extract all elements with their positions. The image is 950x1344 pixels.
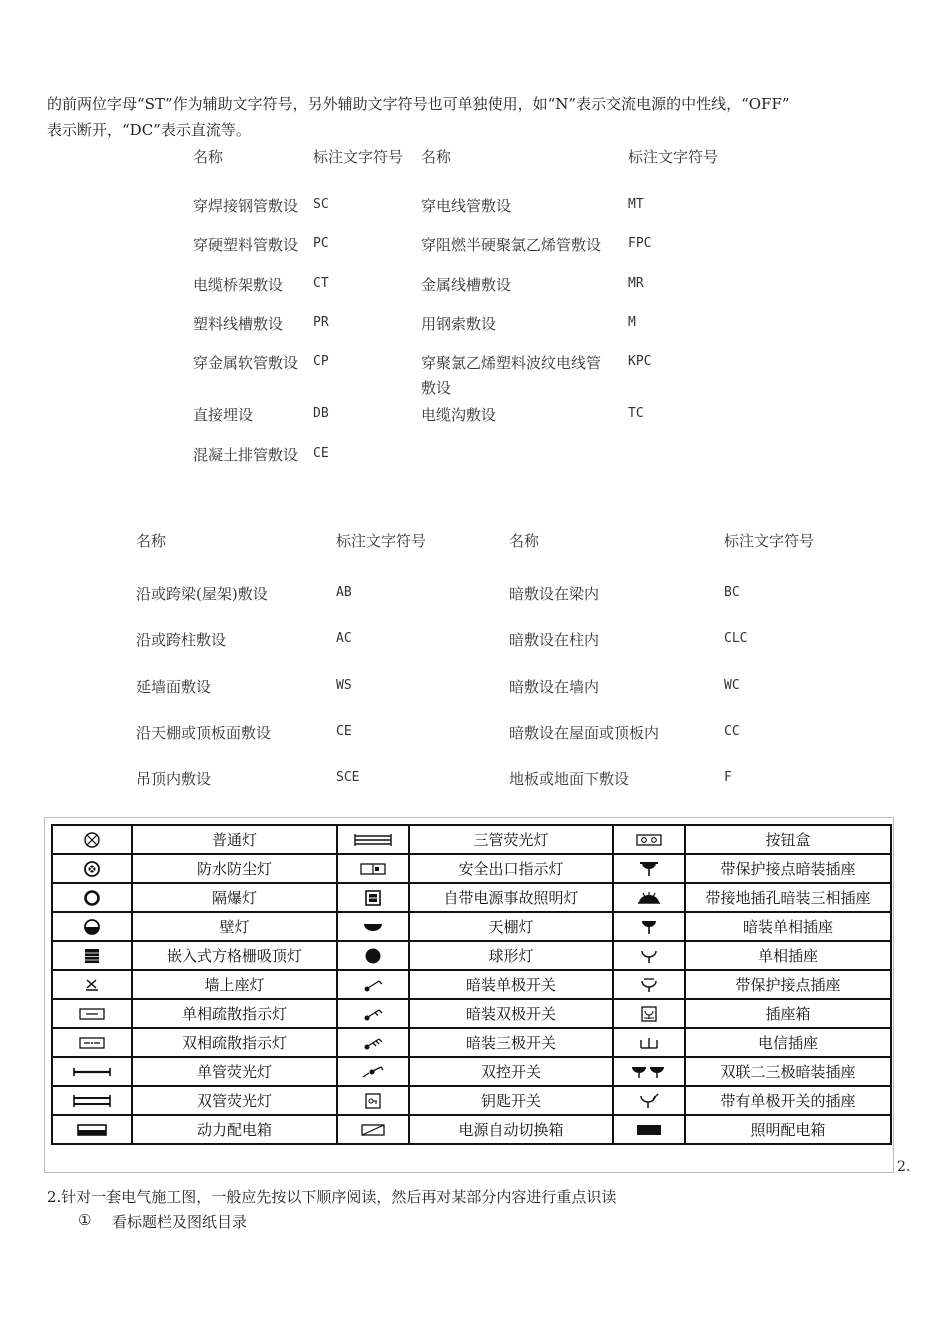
table-row — [52, 1057, 891, 1086]
table-cell: PR — [313, 315, 329, 330]
circle-dot-x-icon — [52, 854, 132, 883]
symbol-label: 暗装双极开关 — [409, 999, 613, 1028]
symbol-label: 单相插座 — [685, 941, 891, 970]
table-row — [52, 912, 891, 941]
table-header-cell: 标注文字符号 — [628, 148, 719, 166]
symbol-label: 嵌入式方格栅吸顶灯 — [132, 941, 337, 970]
table-cell: 穿硬塑料管敷设 — [193, 236, 299, 254]
list-item-text: 看标题栏及图纸目录 — [112, 1213, 248, 1231]
symbol-label: 单管荧光灯 — [132, 1057, 337, 1086]
symbol-label: 安全出口指示灯 — [409, 854, 613, 883]
symbol-label: 带保护接点插座 — [685, 970, 891, 999]
double-tube-icon — [52, 1086, 132, 1115]
table-cell: 金属线槽敷设 — [421, 276, 512, 294]
symbol-label: 暗装单相插座 — [685, 912, 891, 941]
table-header-cell: 名称 — [421, 148, 452, 166]
table-cell: MT — [628, 197, 644, 212]
key-switch-icon — [337, 1086, 409, 1115]
table-cell: FPC — [628, 236, 652, 251]
table-cell: MR — [628, 276, 644, 291]
table-cell: 用钢索敷设 — [421, 315, 497, 333]
symbol-label: 天棚灯 — [409, 912, 613, 941]
table-row — [52, 970, 891, 999]
symbol-label: 带保护接点暗装插座 — [685, 854, 891, 883]
table-cell: CC — [724, 724, 740, 739]
symbol-label: 壁灯 — [132, 912, 337, 941]
table-header-cell: 名称 — [509, 532, 540, 550]
table-cell: 电缆沟敷设 — [421, 406, 497, 424]
table-cell: AC — [336, 631, 352, 646]
switch-single-icon — [337, 970, 409, 999]
socket-single-concealed-icon — [613, 912, 685, 941]
symbol-label: 带接地插孔暗装三相插座 — [685, 883, 891, 912]
table-cell: 地板或地面下敷设 — [509, 770, 630, 788]
symbol-label: 动力配电箱 — [132, 1115, 337, 1144]
table-cell: TC — [628, 406, 644, 421]
table-cell: 电缆桥架敷设 — [193, 276, 284, 294]
symbol-label: 按钮盒 — [685, 825, 891, 854]
ats-box-icon — [337, 1115, 409, 1144]
table-cell: 沿或跨柱敷设 — [136, 631, 227, 649]
table-cell: KPC — [628, 354, 652, 369]
table-cell: 穿聚氯乙烯塑料波纹电线管 — [421, 354, 602, 372]
symbol-label: 防水防尘灯 — [132, 854, 337, 883]
table-cell: CE — [313, 446, 329, 461]
table-header-cell: 标注文字符号 — [724, 532, 815, 550]
symbol-label: 隔爆灯 — [132, 883, 337, 912]
symbol-label: 电源自动切换箱 — [409, 1115, 613, 1144]
symbol-label: 双管荧光灯 — [132, 1086, 337, 1115]
table-header-cell: 标注文字符号 — [313, 148, 404, 166]
socket-ground-concealed-icon — [613, 854, 685, 883]
bold-circle-icon — [52, 883, 132, 912]
emergency-box-icon — [337, 883, 409, 912]
switch-twoway-icon — [337, 1057, 409, 1086]
table-row — [52, 883, 891, 912]
lighting-box-icon — [613, 1115, 685, 1144]
symbol-label: 双相疏散指示灯 — [132, 1028, 337, 1057]
electrical-symbol-table — [44, 817, 894, 1173]
socket-ground-icon — [613, 970, 685, 999]
table-header-cell: 标注文字符号 — [336, 532, 427, 550]
table-header-cell: 名称 — [193, 148, 224, 166]
symbol-grid — [51, 824, 892, 1145]
table-row — [52, 1115, 891, 1144]
switch-triple-icon — [337, 1028, 409, 1057]
section-2-heading: 2.针对一套电气施工图，一般应先按以下顺序阅读，然后再对某部分内容进行重点识读 — [47, 1188, 617, 1206]
table-cell: CT — [313, 276, 329, 291]
table-cell: 延墙面敷设 — [136, 678, 212, 696]
table-row — [52, 1086, 891, 1115]
switch-double-icon — [337, 999, 409, 1028]
table-cell: 穿焊接钢管敷设 — [193, 197, 299, 215]
table-cell: 沿或跨梁(屋架)敷设 — [136, 585, 268, 603]
table-cell: 塑料线槽敷设 — [193, 315, 284, 333]
table-cell: 暗敷设在墙内 — [509, 678, 600, 696]
symbol-label: 双控开关 — [409, 1057, 613, 1086]
power-box-icon — [52, 1115, 132, 1144]
table-row — [52, 1028, 891, 1057]
symbol-label: 带有单极开关的插座 — [685, 1086, 891, 1115]
table-cell: F — [724, 770, 732, 785]
symbol-label: 暗装三极开关 — [409, 1028, 613, 1057]
symbol-label: 钥匙开关 — [409, 1086, 613, 1115]
table-row — [52, 941, 891, 970]
table-cell: 沿天棚或顶板面敷设 — [136, 724, 272, 742]
telecom-socket-icon — [613, 1028, 685, 1057]
symbol-label: 插座箱 — [685, 999, 891, 1028]
symbol-label: 三管荧光灯 — [409, 825, 613, 854]
single-evac-icon — [52, 999, 132, 1028]
table-cell: PC — [313, 236, 329, 251]
half-filled-circle-icon — [52, 912, 132, 941]
socket-box-icon — [613, 999, 685, 1028]
intro-line-1: 的前两位字母“ST”作为辅助文字符号，另外辅助文字符号也可单独使用，如“N”表示交流电源的中性线，“OFF” — [47, 95, 790, 113]
table-cell: CP — [313, 354, 329, 369]
socket-dual-icon — [613, 1057, 685, 1086]
circle-x-icon — [52, 825, 132, 854]
socket-three-phase-icon — [613, 883, 685, 912]
table-cell: 吊顶内敷设 — [136, 770, 212, 788]
table-cell: 穿金属软管敷设 — [193, 354, 299, 372]
filled-circle-icon — [337, 941, 409, 970]
exit-sign-icon — [337, 854, 409, 883]
table-cell: 穿阻燃半硬聚氯乙烯管敷设 — [421, 236, 602, 254]
table-cell: CLC — [724, 631, 748, 646]
table-cell: 暗敷设在柱内 — [509, 631, 600, 649]
symbol-label: 普通灯 — [132, 825, 337, 854]
table-cell: 穿电线管敷设 — [421, 197, 512, 215]
symbol-label: 球形灯 — [409, 941, 613, 970]
table-cell: 暗敷设在梁内 — [509, 585, 600, 603]
symbol-label: 双联二三极暗装插座 — [685, 1057, 891, 1086]
symbol-label: 自带电源事故照明灯 — [409, 883, 613, 912]
table-cell: BC — [724, 585, 740, 600]
ceiling-lamp-icon — [337, 912, 409, 941]
table-cell: AB — [336, 585, 352, 600]
button-box-icon — [613, 825, 685, 854]
trailing-mark: 2. — [897, 1159, 911, 1175]
symbol-label: 墙上座灯 — [132, 970, 337, 999]
table-cell: 混凝土排管敷设 — [193, 446, 299, 464]
single-tube-icon — [52, 1057, 132, 1086]
table-cell: M — [628, 315, 636, 330]
symbol-label: 单相疏散指示灯 — [132, 999, 337, 1028]
table-cell: DB — [313, 406, 329, 421]
socket-switch-icon — [613, 1086, 685, 1115]
wall-lamp-x-icon — [52, 970, 132, 999]
table-cell: 暗敷设在屋面或顶板内 — [509, 724, 660, 742]
table-cell: 直接埋设 — [193, 406, 254, 424]
table-cell: SCE — [336, 770, 360, 785]
table-cell: CE — [336, 724, 352, 739]
grid-square-icon — [52, 941, 132, 970]
table-row — [52, 854, 891, 883]
table-cell: SC — [313, 197, 329, 212]
symbol-label: 电信插座 — [685, 1028, 891, 1057]
symbol-label: 照明配电箱 — [685, 1115, 891, 1144]
triple-line-icon — [337, 825, 409, 854]
symbol-label: 暗装单极开关 — [409, 970, 613, 999]
double-evac-icon — [52, 1028, 132, 1057]
list-item-marker: ① — [78, 1211, 92, 1229]
table-cell: 敷设 — [421, 379, 452, 397]
table-cell: WS — [336, 678, 352, 693]
intro-line-2: 表示断开，“DC”表示直流等。 — [47, 121, 251, 139]
table-row — [52, 825, 891, 854]
table-header-cell: 名称 — [136, 532, 167, 550]
socket-single-icon — [613, 941, 685, 970]
table-cell: WC — [724, 678, 740, 693]
table-row — [52, 999, 891, 1028]
